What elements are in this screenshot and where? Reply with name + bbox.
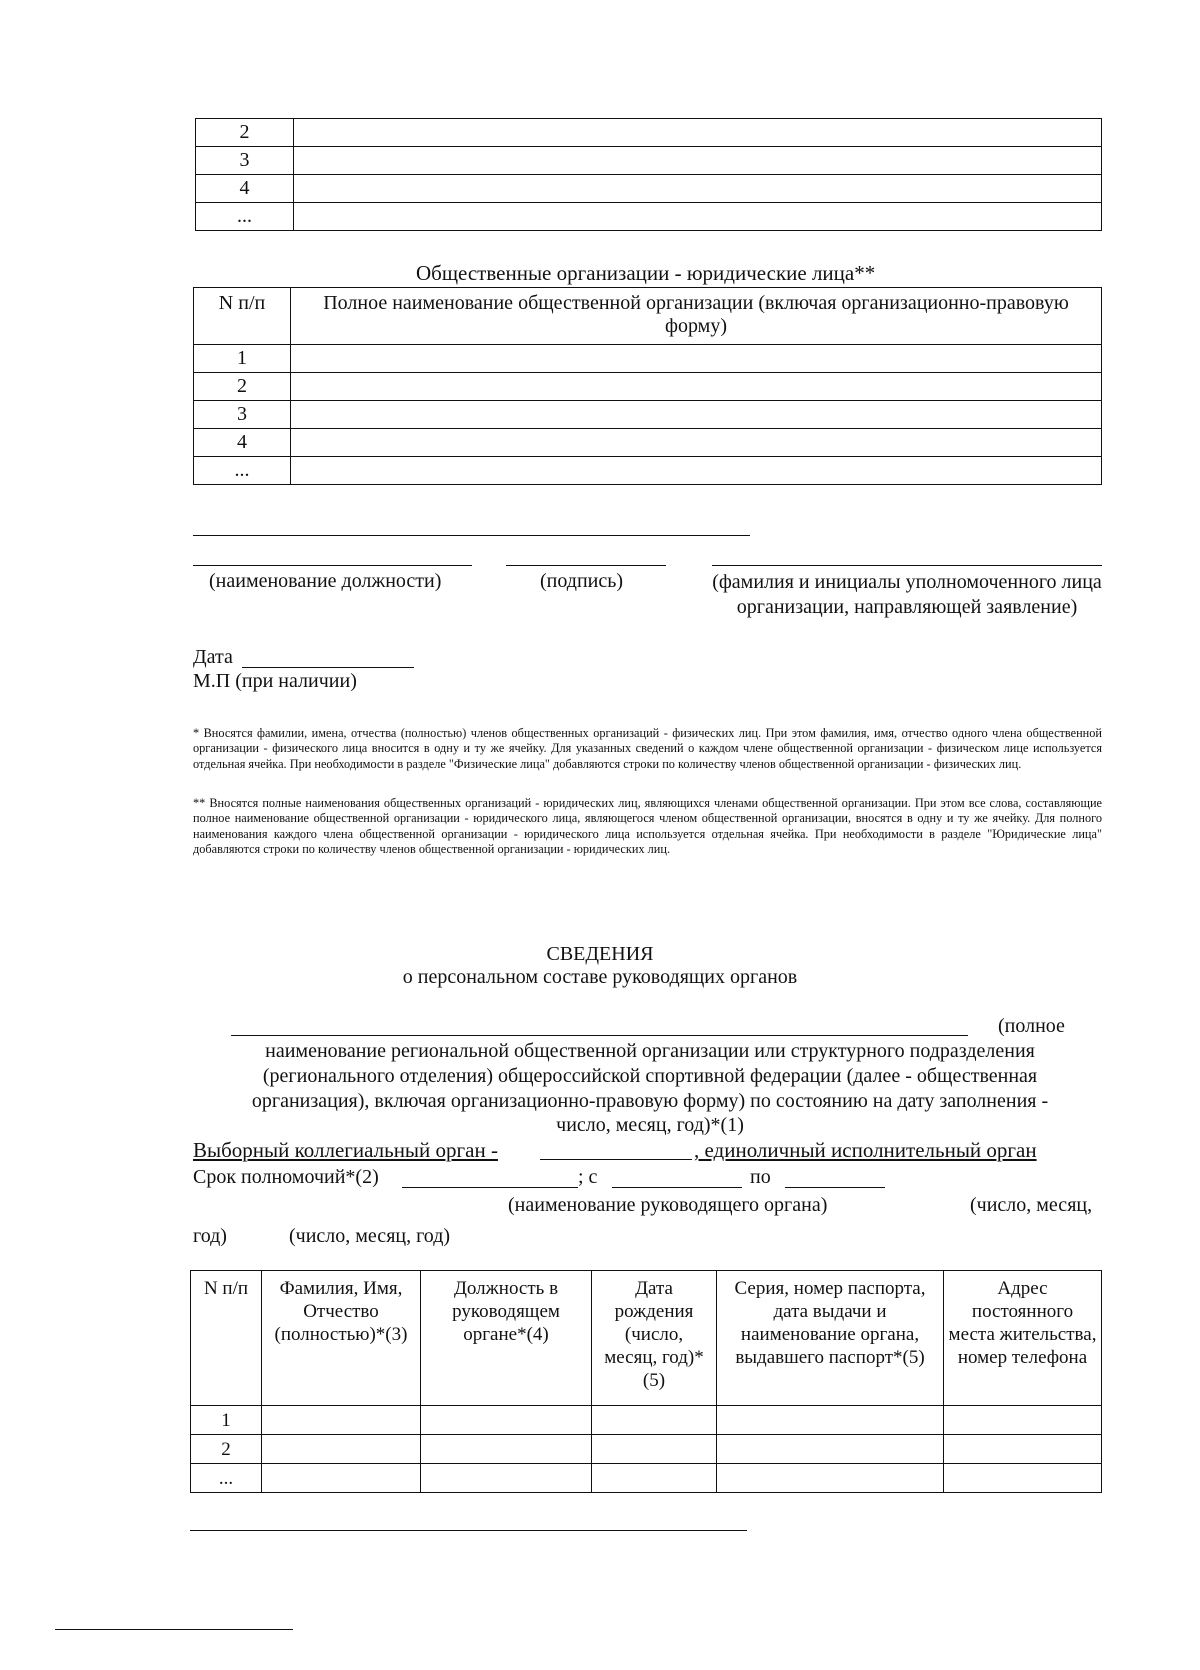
document-title: СВЕДЕНИЯ — [546, 943, 654, 965]
table-cell — [592, 1435, 717, 1464]
table-row — [196, 203, 1102, 231]
page-separator — [55, 1629, 293, 1630]
header-full-name: Полное наименование общественной организации (включая организационно-правовую форму) — [291, 288, 1102, 345]
blank-line — [193, 535, 750, 536]
table-row — [194, 345, 1102, 373]
header-number: N п/п — [194, 288, 291, 345]
org-description-line1: наименование региональной общественной организации или структурного подразделения — [265, 1040, 1035, 1062]
table-cell — [421, 1406, 592, 1435]
row-number: 4 — [196, 175, 294, 203]
footnote-1: * Вносятся фамилии, имена, отчества (полностью) членов общественных организаций - физических лиц. При этом фамилия, имя, отчество одного члена общественной организации - физического лица вносится в одну и ту же ячейку. Для указанных сведений о каждом члене общественной организации - физическом лице используется отдельная ячейка. При необходимости в разделе "Физические лица" добавляются строки по количеству членов общественной организации - физических лиц. — [193, 726, 1102, 771]
date-caption-3: (число, месяц, год) — [289, 1225, 451, 1247]
table-cell — [291, 457, 1102, 485]
header-number: N п/п — [191, 1271, 262, 1406]
row-number: ... — [196, 203, 294, 231]
header-position: Должность в руководящем органе*(4) — [421, 1271, 592, 1406]
table-row — [194, 373, 1102, 401]
row-number: 1 — [191, 1406, 262, 1435]
header-full-name: Фамилия, Имя, Отчество (полностью)*(3) — [262, 1271, 421, 1406]
table-cell — [944, 1464, 1102, 1493]
row-number: ... — [191, 1464, 262, 1493]
document-subtitle: о персональном составе руководящих органов — [402, 966, 798, 988]
table-cell — [944, 1406, 1102, 1435]
sole-body-label: , единоличный исполнительный орган — [694, 1138, 1037, 1162]
table-header-row — [194, 288, 1102, 345]
org-description-line4: число, месяц, год)*(1) — [556, 1114, 744, 1136]
row-number: ... — [194, 457, 291, 485]
date-line — [242, 667, 414, 668]
table-cell — [291, 373, 1102, 401]
header-passport: Серия, номер паспорта, дата выдачи и наименование органа, выдавшего паспорт*(5) — [717, 1271, 944, 1406]
governing-bodies-table — [190, 1270, 1102, 1493]
table-row — [191, 1435, 1102, 1464]
term-label: Срок полномочий*(2) — [193, 1166, 379, 1188]
row-number: 1 — [194, 345, 291, 373]
signature-line — [506, 565, 666, 566]
legal-entities-table — [193, 287, 1102, 485]
table-cell — [717, 1464, 944, 1493]
term-from-line — [612, 1187, 742, 1188]
org-name-line — [231, 1035, 968, 1036]
row-number: 4 — [194, 429, 291, 457]
table-cell — [262, 1406, 421, 1435]
legal-entities-title: Общественные организации - юридические лица** — [416, 261, 876, 285]
table-cell — [291, 345, 1102, 373]
table-row — [194, 457, 1102, 485]
term-to-line — [785, 1187, 885, 1188]
table-cell — [944, 1435, 1102, 1464]
position-line — [193, 565, 472, 566]
date-caption-1: (число, месяц, — [970, 1194, 1093, 1216]
table-row — [196, 175, 1102, 203]
term-line — [402, 1187, 578, 1188]
footnote-2: ** Вносятся полные наименования общественных организаций - юридических лиц, являющихся членами общественной организации. При этом все слова, составляющие полное наименование общественной организации - юридического лица, являющегося членом общественной организации, вносятся в одну и ту же ячейку. Для полного наименования каждого члена общественной организации - юридического лица используется отдельная ячейка. При необходимости в разделе "Юридические лица" добавляются строки по количеству членов общественной организации - юридических лиц. — [193, 796, 1102, 857]
table-cell — [291, 401, 1102, 429]
individuals-table-continuation — [195, 118, 1102, 231]
authorized-person-label: (фамилия и инициалы уполномоченного лица организации, направляющей заявление) — [712, 571, 1102, 618]
table-cell — [294, 147, 1102, 175]
table-row — [194, 401, 1102, 429]
collegial-body-label: Выборный коллегиальный орган - — [193, 1138, 498, 1162]
collegial-body-line — [540, 1159, 692, 1160]
table-row — [196, 119, 1102, 147]
table-cell — [262, 1464, 421, 1493]
table-row — [191, 1406, 1102, 1435]
table-row — [194, 429, 1102, 457]
footnote-separator — [190, 1530, 747, 1531]
table-row — [196, 147, 1102, 175]
row-number: 3 — [194, 401, 291, 429]
table-cell — [262, 1435, 421, 1464]
table-cell — [421, 1435, 592, 1464]
table-cell — [294, 119, 1102, 147]
org-description-line2: (регионального отделения) общероссийской спортивной федерации (далее - общественная — [262, 1065, 1038, 1087]
table-cell — [717, 1406, 944, 1435]
table-cell — [421, 1464, 592, 1493]
stamp-label: М.П (при наличии) — [193, 670, 357, 692]
signature-label: (подпись) — [540, 570, 624, 592]
term-from-label: ; с — [578, 1166, 598, 1188]
table-cell — [717, 1435, 944, 1464]
table-cell — [294, 203, 1102, 231]
table-header-row — [191, 1271, 1102, 1406]
date-caption-2: год) — [193, 1225, 227, 1247]
polnoe-label: (полное — [998, 1015, 1065, 1037]
header-birth-date: Дата рождения (число, месяц, год)*(5) — [592, 1271, 717, 1406]
row-number: 3 — [196, 147, 294, 175]
date-label: Дата — [193, 646, 233, 668]
position-label: (наименование должности) — [209, 570, 442, 592]
term-to-label: по — [750, 1166, 771, 1188]
table-cell — [294, 175, 1102, 203]
org-description-line3: организация), включая организационно-правовую форму) по состоянию на дату заполнения - — [251, 1090, 1049, 1112]
table-cell — [592, 1406, 717, 1435]
table-cell — [291, 429, 1102, 457]
org-name-caption: (наименование руководящего органа) — [508, 1194, 828, 1216]
header-address: Адрес постоянного места жительства, номер телефона — [944, 1271, 1102, 1406]
row-number: 2 — [194, 373, 291, 401]
name-line — [712, 565, 1102, 566]
table-row — [191, 1464, 1102, 1493]
row-number: 2 — [196, 119, 294, 147]
row-number: 2 — [191, 1435, 262, 1464]
table-cell — [592, 1464, 717, 1493]
